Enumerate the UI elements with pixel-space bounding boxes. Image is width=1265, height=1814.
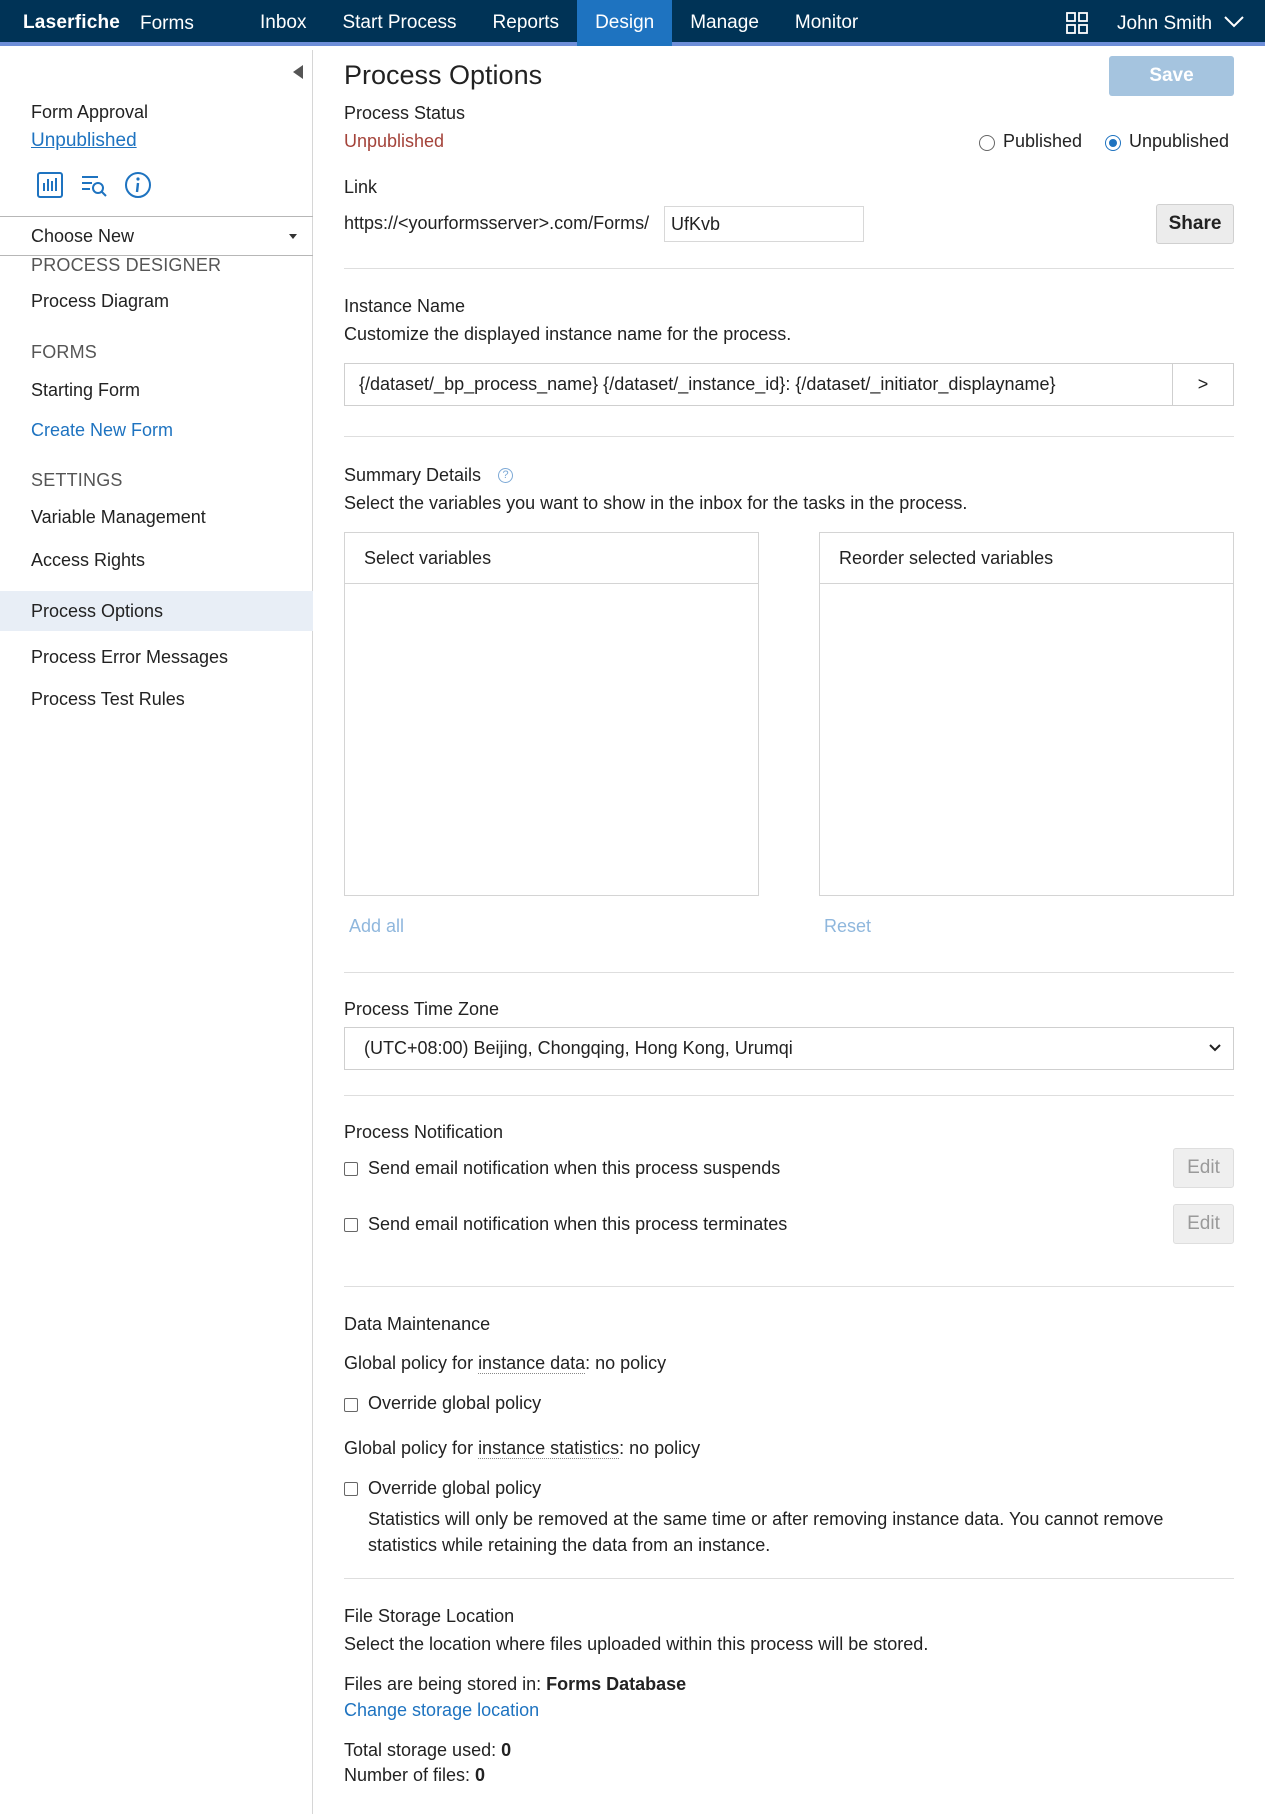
section-forms: FORMS (31, 342, 97, 362)
nav-monitor[interactable]: Monitor (794, 12, 859, 33)
help-icon[interactable]: ? (498, 468, 513, 483)
top-nav-bar (0, 0, 1265, 46)
choose-new-label: Choose New (31, 226, 135, 246)
nav-reports[interactable]: Reports (492, 12, 560, 33)
reset-link[interactable]: Reset (824, 916, 872, 936)
file-storage-description: Select the location where files uploaded within this process will be stored. (344, 1634, 929, 1654)
total-storage (344, 1740, 511, 1761)
policy-prefix: Global policy for (344, 1438, 479, 1458)
unpublished-radio-label[interactable]: Unpublished (1129, 131, 1230, 151)
user-menu[interactable]: John Smith (1117, 13, 1213, 34)
instance-data-policy (344, 1353, 666, 1374)
sidebar-item-variable-management[interactable]: Variable Management (31, 507, 206, 527)
product-name[interactable]: Forms (140, 13, 194, 34)
collapse-sidebar-icon[interactable] (293, 65, 303, 79)
divider (344, 1095, 1234, 1096)
sidebar-toolbar (36, 171, 152, 199)
divider (344, 436, 1234, 437)
instance-statistics-policy (344, 1438, 700, 1459)
override-instance-data-checkbox[interactable] (344, 1398, 358, 1412)
file-count-label: Number of files: (344, 1765, 476, 1785)
nav-design[interactable]: Design (577, 0, 672, 46)
override-instance-statistics-label[interactable]: Override global policy (368, 1478, 542, 1498)
form-name: Form Approval (31, 102, 149, 122)
divider (344, 972, 1234, 973)
sidebar-item-process-test-rules[interactable]: Process Test Rules (31, 689, 185, 709)
summary-details-label: Summary Details (344, 465, 482, 485)
total-storage-value: 0 (501, 1740, 512, 1760)
storage-location (344, 1674, 686, 1695)
total-storage-label: Total storage used: (344, 1740, 502, 1760)
nav-start-process[interactable]: Start Process (342, 12, 457, 33)
info-icon[interactable] (124, 171, 152, 199)
select-variables-header: Select variables (345, 533, 758, 584)
instance-statistics-term[interactable]: instance statistics (478, 1438, 620, 1458)
statistics-note: Statistics will only be removed at the same time or after removing instance data. You cannot remove statistics while retaining the data from an instance. (368, 1509, 1164, 1555)
process-status-label: Process Status (344, 103, 466, 123)
section-settings: SETTINGS (31, 470, 123, 490)
process-status-value: Unpublished (344, 131, 445, 151)
summary-details-description: Select the variables you want to show in the inbox for the tasks in the process. (344, 493, 968, 513)
policy-suffix: : no policy (585, 1353, 667, 1373)
override-instance-data-label[interactable]: Override global policy (368, 1393, 542, 1413)
link-prefix: https://<yourformsserver>.com/Forms/ (344, 213, 650, 233)
sidebar-item-access-rights[interactable]: Access Rights (31, 550, 146, 570)
file-storage-label: File Storage Location (344, 1606, 515, 1626)
add-all-link[interactable]: Add all (349, 916, 405, 936)
page-title: Process Options (344, 60, 543, 90)
divider (344, 1578, 1234, 1579)
file-count-value: 0 (475, 1765, 486, 1785)
sidebar-item-process-options[interactable]: Process Options (0, 591, 313, 631)
notify-terminate-checkbox[interactable] (344, 1218, 358, 1232)
edit-terminate-button[interactable]: Edit (1173, 1204, 1234, 1244)
data-maintenance-label: Data Maintenance (344, 1314, 491, 1334)
process-notification-label: Process Notification (344, 1122, 504, 1142)
search-list-icon[interactable] (80, 171, 108, 199)
notify-suspend-checkbox[interactable] (344, 1162, 358, 1176)
storage-location-value: Forms Database (546, 1674, 687, 1694)
instance-name-description: Customize the displayed instance name for the process. (344, 324, 792, 344)
chevron-down-icon[interactable] (1224, 16, 1244, 28)
notify-terminate-label[interactable]: Send email notification when this process terminates (368, 1214, 788, 1234)
unpublished-radio[interactable] (1105, 135, 1121, 151)
caret-down-icon (289, 234, 297, 239)
insert-variable-button[interactable]: > (1172, 363, 1234, 406)
divider (344, 1286, 1234, 1287)
published-radio[interactable] (979, 135, 995, 151)
bar-chart-icon[interactable] (36, 171, 64, 199)
nav-inbox[interactable]: Inbox (260, 12, 307, 33)
instance-data-term[interactable]: instance data (478, 1353, 586, 1373)
reorder-variables-header: Reorder selected variables (820, 533, 1233, 584)
time-zone-select[interactable] (344, 1027, 1234, 1070)
reorder-variables-panel[interactable] (819, 532, 1234, 896)
brand-logo[interactable]: Laserfiche (23, 12, 121, 33)
select-variables-panel[interactable] (344, 532, 759, 896)
chevron-down-icon (1209, 1042, 1221, 1054)
save-button[interactable]: Save (1109, 56, 1234, 96)
link-slug-input[interactable]: UfKvb (664, 206, 864, 242)
section-process-designer: PROCESS DESIGNER (31, 255, 222, 275)
instance-name-input[interactable]: {/dataset/_bp_process_name} {/dataset/_instance_id}: {/dataset/_initiator_displayname} (344, 363, 1173, 406)
storage-location-label: Files are being stored in: (344, 1674, 547, 1694)
notify-suspend-label[interactable]: Send email notification when this process suspends (368, 1158, 781, 1178)
link-label: Link (344, 177, 378, 197)
app-grid-icon[interactable] (1066, 12, 1088, 34)
override-instance-statistics-checkbox[interactable] (344, 1482, 358, 1496)
share-button[interactable]: Share (1156, 204, 1234, 244)
time-zone-selected: (UTC+08:00) Beijing, Chongqing, Hong Kong, Urumqi (364, 1038, 793, 1058)
sidebar (0, 50, 313, 1814)
file-count (344, 1765, 485, 1786)
time-zone-label: Process Time Zone (344, 999, 500, 1019)
choose-new-dropdown[interactable] (0, 216, 313, 256)
divider (344, 268, 1234, 269)
sidebar-item-create-new-form[interactable]: Create New Form (31, 420, 174, 440)
published-radio-label[interactable]: Published (1003, 131, 1083, 151)
instance-name-label: Instance Name (344, 296, 466, 316)
policy-suffix: : no policy (619, 1438, 701, 1458)
form-status-link[interactable]: Unpublished (31, 130, 137, 151)
nav-manage[interactable]: Manage (690, 12, 759, 33)
main-nav (242, 0, 876, 46)
sidebar-item-starting-form[interactable]: Starting Form (31, 380, 141, 400)
change-storage-link[interactable]: Change storage location (344, 1700, 540, 1720)
policy-prefix: Global policy for (344, 1353, 479, 1373)
edit-suspend-button[interactable]: Edit (1173, 1148, 1234, 1188)
sidebar-item-process-diagram[interactable]: Process Diagram (31, 291, 170, 311)
sidebar-item-process-error-messages[interactable]: Process Error Messages (31, 647, 229, 667)
